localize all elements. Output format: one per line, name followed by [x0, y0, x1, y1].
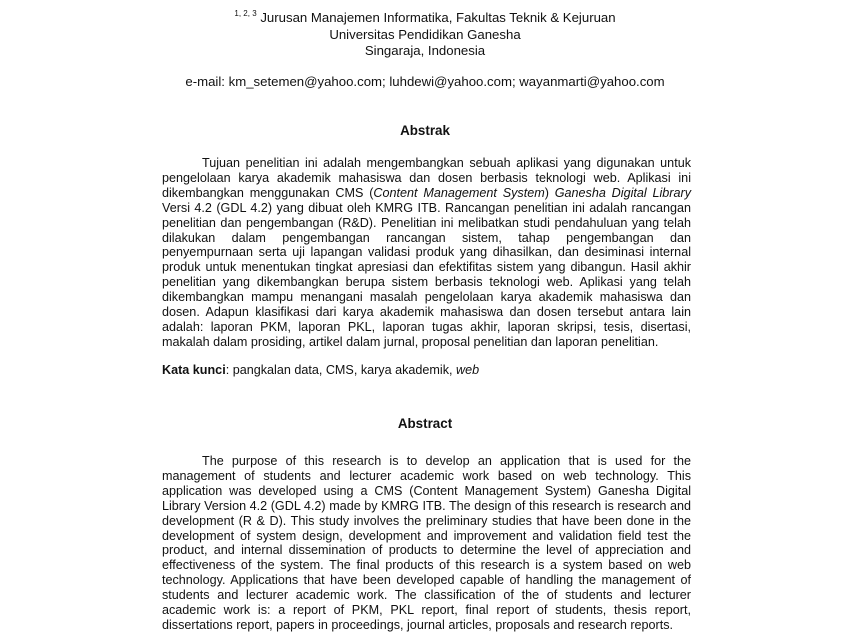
keywords-italic: web [456, 363, 480, 377]
affiliation-block [0, 6, 850, 60]
abstrak-text-b: ) [544, 185, 555, 200]
abstrak-text-c: Versi 4.2 (GDL 4.2) yang dibuat oleh KMRG ITB. Rancangan penelitian ini adalah rancangan penelitian dan pengembangan (R&D). Penelitian ini melibatkan studi pendahuluan yang telah dilakukan dalam pengembangan rancangan sistem, tahap pengembangan dan penyempurnaan serta uji lapangan validasi produk yang dihasilkan, dan desiminasi internal produk untuk menentukan tingkat apresiasi dan efektifitas sistem yang dibangun. Hasil akhir penelitian yang dikembangkan berupa sistem berbasis teknologi web. Aplikasi yang telah dikembangkan mampu menangani masalah pengelolaan karya akademik mahasiswa dan dosen. Adapun klasifikasi dari karya akademik mahasiswa dan dosen tersebut antara lain adalah: laporan PKM, laporan PKL, laporan tugas akhir, laporan skripsi, tesis, disertasi, makalah dalam prosiding, artikel dalam jurnal, proposal penelitian dan laporan penelitian. [162, 200, 691, 349]
abstrak-heading: Abstrak [400, 123, 450, 138]
keywords-label: Kata kunci [162, 363, 226, 377]
keywords-text: : pangkalan data, CMS, karya akademik, [225, 363, 457, 377]
keywords-line [162, 363, 479, 377]
abstrak-cms-italic: Content Management System [373, 185, 545, 200]
abstrak-paragraph [162, 156, 691, 350]
abstract-paragraph: The purpose of this research is to develop an application that is used for the management of students and lecturer academic work based on web technology. This application was developed using a CMS (Content Management System) Ganesha Digital Library Version 4.2 (GDL 4.2) made by KMRG ITB. The design of this research is research and development (R & D). This study involves the preliminary studies that have been done in the development of system design, development and improvement and validation field test the product, and internal dissemination of products to determine the level of appreciation and effectiveness of the system. The final products of this research is a system based on web technology. Applications that have been developed capable of handling the management of students and lecturer academic work. The classification of the of students and lecturer academic work is: a report of PKM, PKL report, final report of students, thesis report, dissertations report, papers in proceedings, journal articles, proposals and research reports. [162, 454, 691, 632]
abstrak-text-a: Tujuan penelitian ini adalah mengembangkan sebuah aplikasi yang digunakan untuk pengelolaan karya akademik mahasiswa dan dosen berbasis teknologi web. Aplikasi ini dikembangkan menggunakan CMS ( [162, 156, 691, 200]
affiliation-location: Singaraja, Indonesia [364, 43, 486, 58]
email-line: e-mail: km_setemen@yahoo.com; luhdewi@yahoo.com; wayanmarti@yahoo.com [185, 74, 665, 89]
affiliation-superscript: 1, 2, 3 [234, 9, 257, 18]
affiliation-university: Universitas Pendidikan Ganesha [329, 26, 521, 42]
affiliation-line-1 [0, 6, 850, 27]
abstract-heading: Abstract [397, 416, 453, 431]
affiliation-department: Jurusan Manajemen Informatika, Fakultas Teknik & Kejuruan [260, 10, 616, 25]
abstrak-gdl-italic: Ganesha Digital Library [554, 185, 691, 200]
